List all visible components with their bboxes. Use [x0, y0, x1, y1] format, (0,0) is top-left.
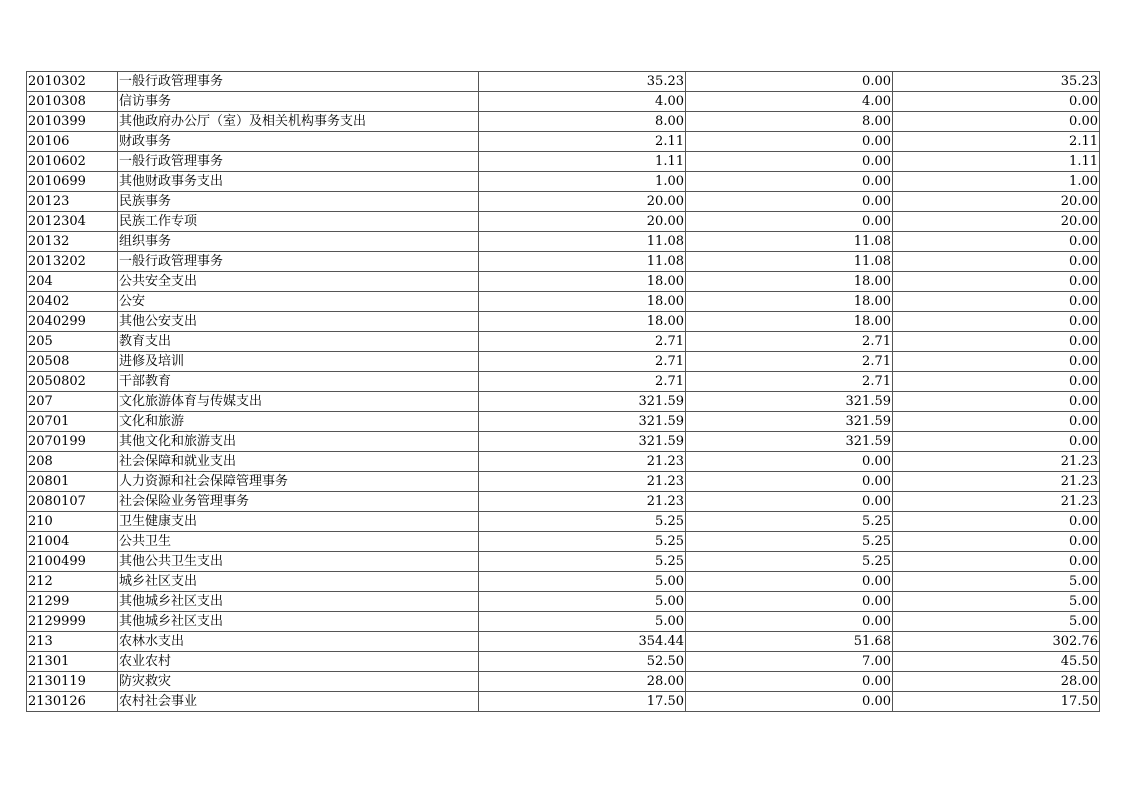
cell-total: 5.00: [479, 612, 686, 632]
cell-total: 8.00: [479, 112, 686, 132]
cell-subject-code: 2013202: [27, 252, 118, 272]
cell-project-expenditure: 0.00: [893, 512, 1100, 532]
cell-total: 20.00: [479, 212, 686, 232]
cell-total: 5.25: [479, 512, 686, 532]
cell-project-expenditure: 17.50: [893, 692, 1100, 712]
cell-project-expenditure: 302.76: [893, 632, 1100, 652]
cell-subject-code: 2130119: [27, 672, 118, 692]
cell-basic-expenditure: 18.00: [686, 312, 893, 332]
cell-basic-expenditure: 5.25: [686, 512, 893, 532]
cell-basic-expenditure: 2.71: [686, 372, 893, 392]
cell-subject-code: 2050802: [27, 372, 118, 392]
cell-subject-name: 民族事务: [118, 192, 479, 212]
cell-basic-expenditure: 2.71: [686, 352, 893, 372]
cell-total: 321.59: [479, 392, 686, 412]
table-row: [27, 92, 1100, 112]
table-row: [27, 332, 1100, 352]
cell-subject-name: 农业农村: [118, 652, 479, 672]
cell-total: 2.71: [479, 352, 686, 372]
cell-subject-code: 207: [27, 392, 118, 412]
cell-total: 11.08: [479, 232, 686, 252]
cell-total: 17.50: [479, 692, 686, 712]
cell-basic-expenditure: 0.00: [686, 72, 893, 92]
cell-basic-expenditure: 2.71: [686, 332, 893, 352]
cell-project-expenditure: 0.00: [893, 412, 1100, 432]
table-row: [27, 492, 1100, 512]
cell-subject-name: 社会保险业务管理事务: [118, 492, 479, 512]
table-row: [27, 612, 1100, 632]
cell-subject-code: 20106: [27, 132, 118, 152]
cell-project-expenditure: 0.00: [893, 392, 1100, 412]
cell-subject-code: 2010699: [27, 172, 118, 192]
cell-project-expenditure: 0.00: [893, 252, 1100, 272]
cell-subject-name: 卫生健康支出: [118, 512, 479, 532]
cell-subject-code: 20123: [27, 192, 118, 212]
cell-subject-code: 2130126: [27, 692, 118, 712]
cell-subject-name: 其他公安支出: [118, 312, 479, 332]
cell-subject-code: 2010308: [27, 92, 118, 112]
cell-project-expenditure: 0.00: [893, 532, 1100, 552]
table-row: [27, 172, 1100, 192]
cell-total: 4.00: [479, 92, 686, 112]
cell-subject-name: 文化和旅游: [118, 412, 479, 432]
table-row: [27, 692, 1100, 712]
table-row: [27, 552, 1100, 572]
cell-subject-name: 公安: [118, 292, 479, 312]
table-row: [27, 352, 1100, 372]
cell-basic-expenditure: 18.00: [686, 272, 893, 292]
cell-project-expenditure: 0.00: [893, 352, 1100, 372]
table-row: [27, 572, 1100, 592]
cell-subject-name: 进修及培训: [118, 352, 479, 372]
cell-project-expenditure: 0.00: [893, 372, 1100, 392]
table-row: [27, 72, 1100, 92]
cell-subject-code: 2010302: [27, 72, 118, 92]
cell-basic-expenditure: 0.00: [686, 572, 893, 592]
table-row: [27, 432, 1100, 452]
cell-project-expenditure: 1.11: [893, 152, 1100, 172]
cell-basic-expenditure: 11.08: [686, 252, 893, 272]
cell-project-expenditure: 5.00: [893, 592, 1100, 612]
cell-basic-expenditure: 5.25: [686, 552, 893, 572]
cell-subject-name: 干部教育: [118, 372, 479, 392]
cell-subject-code: 21301: [27, 652, 118, 672]
cell-basic-expenditure: 0.00: [686, 612, 893, 632]
cell-subject-code: 212: [27, 572, 118, 592]
cell-subject-name: 一般行政管理事务: [118, 152, 479, 172]
cell-total: 28.00: [479, 672, 686, 692]
cell-total: 21.23: [479, 452, 686, 472]
budget-table-container: [26, 71, 1100, 712]
cell-subject-name: 民族工作专项: [118, 212, 479, 232]
cell-basic-expenditure: 7.00: [686, 652, 893, 672]
cell-project-expenditure: 0.00: [893, 332, 1100, 352]
cell-project-expenditure: 20.00: [893, 192, 1100, 212]
cell-basic-expenditure: 11.08: [686, 232, 893, 252]
cell-basic-expenditure: 8.00: [686, 112, 893, 132]
table-row: [27, 212, 1100, 232]
cell-subject-code: 208: [27, 452, 118, 472]
cell-subject-name: 防灾救灾: [118, 672, 479, 692]
table-row: [27, 372, 1100, 392]
cell-subject-name: 其他城乡社区支出: [118, 612, 479, 632]
table-row: [27, 412, 1100, 432]
cell-subject-code: 205: [27, 332, 118, 352]
cell-basic-expenditure: 0.00: [686, 132, 893, 152]
cell-total: 5.00: [479, 592, 686, 612]
cell-total: 20.00: [479, 192, 686, 212]
cell-subject-code: 20402: [27, 292, 118, 312]
cell-project-expenditure: 5.00: [893, 572, 1100, 592]
cell-total: 1.11: [479, 152, 686, 172]
cell-project-expenditure: 35.23: [893, 72, 1100, 92]
cell-subject-name: 公共卫生: [118, 532, 479, 552]
table-row: [27, 312, 1100, 332]
cell-basic-expenditure: 0.00: [686, 172, 893, 192]
cell-subject-code: 2100499: [27, 552, 118, 572]
cell-subject-name: 文化旅游体育与传媒支出: [118, 392, 479, 412]
cell-subject-code: 20508: [27, 352, 118, 372]
cell-total: 2.71: [479, 332, 686, 352]
cell-subject-name: 一般行政管理事务: [118, 252, 479, 272]
cell-project-expenditure: 45.50: [893, 652, 1100, 672]
cell-total: 35.23: [479, 72, 686, 92]
cell-subject-code: 21004: [27, 532, 118, 552]
table-row: [27, 512, 1100, 532]
cell-subject-name: 信访事务: [118, 92, 479, 112]
cell-total: 11.08: [479, 252, 686, 272]
table-row: [27, 232, 1100, 252]
cell-subject-name: 一般行政管理事务: [118, 72, 479, 92]
cell-project-expenditure: 21.23: [893, 452, 1100, 472]
cell-subject-name: 社会保障和就业支出: [118, 452, 479, 472]
cell-project-expenditure: 0.00: [893, 112, 1100, 132]
cell-project-expenditure: 5.00: [893, 612, 1100, 632]
cell-project-expenditure: 21.23: [893, 492, 1100, 512]
cell-total: 354.44: [479, 632, 686, 652]
cell-total: 5.25: [479, 552, 686, 572]
cell-subject-code: 20132: [27, 232, 118, 252]
table-row: [27, 272, 1100, 292]
cell-subject-code: 2129999: [27, 612, 118, 632]
cell-project-expenditure: 0.00: [893, 292, 1100, 312]
table-row: [27, 252, 1100, 272]
cell-basic-expenditure: 0.00: [686, 452, 893, 472]
cell-basic-expenditure: 0.00: [686, 672, 893, 692]
cell-subject-code: 2012304: [27, 212, 118, 232]
budget-expenditure-table: [26, 71, 1100, 712]
cell-basic-expenditure: 321.59: [686, 432, 893, 452]
cell-basic-expenditure: 0.00: [686, 592, 893, 612]
cell-total: 21.23: [479, 492, 686, 512]
cell-subject-name: 其他政府办公厅（室）及相关机构事务支出: [118, 112, 479, 132]
cell-total: 5.25: [479, 532, 686, 552]
cell-subject-name: 其他文化和旅游支出: [118, 432, 479, 452]
cell-subject-code: 210: [27, 512, 118, 532]
table-row: [27, 632, 1100, 652]
cell-subject-name: 教育支出: [118, 332, 479, 352]
cell-project-expenditure: 1.00: [893, 172, 1100, 192]
cell-project-expenditure: 0.00: [893, 552, 1100, 572]
cell-total: 2.71: [479, 372, 686, 392]
table-row: [27, 292, 1100, 312]
cell-subject-code: 2010602: [27, 152, 118, 172]
cell-project-expenditure: 2.11: [893, 132, 1100, 152]
cell-project-expenditure: 0.00: [893, 232, 1100, 252]
table-body: [27, 72, 1100, 712]
cell-subject-code: 2040299: [27, 312, 118, 332]
cell-basic-expenditure: 18.00: [686, 292, 893, 312]
cell-total: 21.23: [479, 472, 686, 492]
cell-subject-code: 20701: [27, 412, 118, 432]
cell-project-expenditure: 0.00: [893, 92, 1100, 112]
table-row: [27, 152, 1100, 172]
cell-basic-expenditure: 0.00: [686, 212, 893, 232]
cell-subject-name: 财政事务: [118, 132, 479, 152]
table-row: [27, 392, 1100, 412]
cell-project-expenditure: 21.23: [893, 472, 1100, 492]
cell-total: 321.59: [479, 412, 686, 432]
cell-subject-name: 其他城乡社区支出: [118, 592, 479, 612]
cell-total: 321.59: [479, 432, 686, 452]
cell-total: 18.00: [479, 272, 686, 292]
table-row: [27, 192, 1100, 212]
table-row: [27, 672, 1100, 692]
cell-basic-expenditure: 4.00: [686, 92, 893, 112]
cell-project-expenditure: 20.00: [893, 212, 1100, 232]
cell-subject-code: 21299: [27, 592, 118, 612]
table-row: [27, 652, 1100, 672]
cell-subject-code: 213: [27, 632, 118, 652]
cell-basic-expenditure: 321.59: [686, 412, 893, 432]
cell-total: 1.00: [479, 172, 686, 192]
cell-project-expenditure: 0.00: [893, 272, 1100, 292]
cell-subject-name: 其他财政事务支出: [118, 172, 479, 192]
cell-subject-name: 公共安全支出: [118, 272, 479, 292]
cell-basic-expenditure: 5.25: [686, 532, 893, 552]
cell-basic-expenditure: 0.00: [686, 692, 893, 712]
cell-subject-code: 20801: [27, 472, 118, 492]
cell-subject-name: 组织事务: [118, 232, 479, 252]
cell-subject-code: 2010399: [27, 112, 118, 132]
cell-basic-expenditure: 0.00: [686, 492, 893, 512]
table-row: [27, 112, 1100, 132]
cell-subject-code: 204: [27, 272, 118, 292]
cell-subject-code: 2070199: [27, 432, 118, 452]
table-row: [27, 472, 1100, 492]
cell-total: 18.00: [479, 292, 686, 312]
cell-basic-expenditure: 321.59: [686, 392, 893, 412]
cell-basic-expenditure: 0.00: [686, 192, 893, 212]
cell-total: 18.00: [479, 312, 686, 332]
cell-subject-name: 农林水支出: [118, 632, 479, 652]
cell-basic-expenditure: 0.00: [686, 152, 893, 172]
cell-subject-name: 其他公共卫生支出: [118, 552, 479, 572]
cell-subject-name: 城乡社区支出: [118, 572, 479, 592]
table-row: [27, 452, 1100, 472]
cell-basic-expenditure: 51.68: [686, 632, 893, 652]
cell-subject-name: 人力资源和社会保障管理事务: [118, 472, 479, 492]
cell-project-expenditure: 0.00: [893, 432, 1100, 452]
table-row: [27, 532, 1100, 552]
cell-basic-expenditure: 0.00: [686, 472, 893, 492]
cell-total: 5.00: [479, 572, 686, 592]
cell-project-expenditure: 28.00: [893, 672, 1100, 692]
cell-total: 52.50: [479, 652, 686, 672]
cell-total: 2.11: [479, 132, 686, 152]
cell-subject-code: 2080107: [27, 492, 118, 512]
cell-project-expenditure: 0.00: [893, 312, 1100, 332]
cell-subject-name: 农村社会事业: [118, 692, 479, 712]
table-row: [27, 592, 1100, 612]
table-row: [27, 132, 1100, 152]
